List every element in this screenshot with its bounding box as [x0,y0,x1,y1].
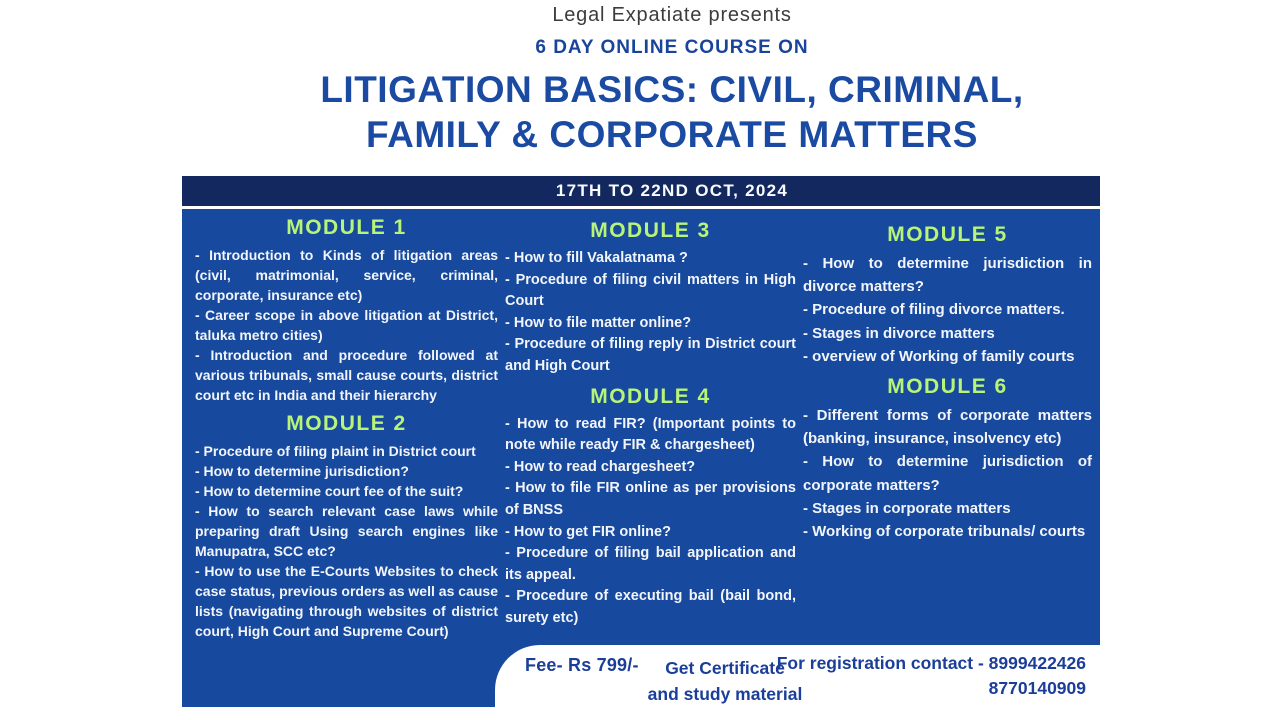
course-type-line: 6 DAY ONLINE COURSE ON [535,37,809,58]
module-column-middle [505,209,796,630]
module-item: - How to fill Vakalatnama ? [505,250,688,266]
module-item: - Stages in divorce matters [803,324,995,342]
module-item: - How to determine jurisdiction? [195,463,409,479]
module-5-heading: MODULE 5 [887,223,1008,246]
date-banner: 17TH TO 22ND OCT, 2024 [182,176,1100,206]
registration-contact-line2: 8770140909 [988,678,1086,698]
module-item: - How to search relevant case laws while preparing draft Using search engines like Manupatra, SCC etc? [195,503,498,559]
module-item: - How to read chargesheet? [505,458,696,475]
module-item: - How to determine jurisdiction in divorce matters? [803,255,1092,296]
fee-label: Fee- Rs 799/- [525,655,639,675]
poster-title-line1: LITIGATION BASICS: CIVIL, CRIMINAL, [320,69,1024,110]
module-item: - Procedure of filing divorce matters. [803,301,1065,319]
module-item: - How to read FIR? (Important points to note while ready FIR & chargesheet) [505,415,796,454]
module-item: - How to file FIR online as per provisions of BNSS [505,480,796,518]
module-item: - Procedure of filing plaint in District court [195,443,476,459]
module-6-heading: MODULE 6 [887,375,1008,399]
module-4-items [505,414,796,630]
registration-contact [777,651,1086,701]
certificate-note-line2: and study material [647,684,803,704]
module-1-heading: MODULE 1 [286,216,407,239]
module-item: - How to use the E-Courts Websites to check case status, previous orders as well as cause lists (navigating through websites of district court, High Court and Supreme Court) [195,563,498,639]
main-panel [182,209,1100,707]
module-item: - Procedure of filing bail application and its appeal. [505,545,796,583]
module-item: - How to get FIR online? [505,523,671,540]
module-2-items [195,441,498,641]
module-6-items [803,404,1092,543]
poster-title [244,67,1100,157]
module-item: - Career scope in above litigation at District, taluka metro cities) [195,307,498,343]
module-4-heading: MODULE 4 [590,384,711,408]
poster-header [182,0,1100,157]
module-item: - Stages in corporate matters [803,499,1011,517]
presenter-line: Legal Expatiate presents [552,4,792,26]
module-item: - Procedure of executing bail (bail bond, surety etc) [505,588,796,626]
module-column-left [195,209,498,641]
module-2-heading: MODULE 2 [286,412,407,435]
module-3-heading: MODULE 3 [590,219,711,242]
module-item: - Procedure of filing civil matters in High Court [505,271,796,310]
registration-contact-line1: For registration contact - 8999422426 [776,653,1086,673]
module-column-right [803,209,1092,543]
module-item: - Introduction to Kinds of litigation areas (civil, matrimonial, service, criminal, corporate, insurance etc) [195,247,498,303]
module-item: - How to determine jurisdiction of corporate matters? [803,453,1092,494]
module-item: - Introduction and procedure followed at various tribunals, small cause courts, district court etc in India and their hierarchy [195,347,498,403]
module-item: - overview of Working of family courts [803,347,1075,365]
module-item: - How to file matter online? [505,314,692,331]
module-item: - Different forms of corporate matters (banking, insurance, insolvency etc) [803,407,1092,448]
certificate-note-line1: Get Certificate [665,658,785,678]
poster-title-line2: FAMILY & CORPORATE MATTERS [366,114,978,155]
module-item: - Procedure of filing reply in District court and High Court [505,336,796,374]
module-1-items [195,245,498,405]
footer-bar [495,645,1100,720]
module-5-items [803,252,1092,368]
module-3-items [505,248,796,378]
module-item: - Working of corporate tribunals/ courts [803,523,1086,541]
module-item: - How to determine court fee of the suit? [195,483,464,499]
